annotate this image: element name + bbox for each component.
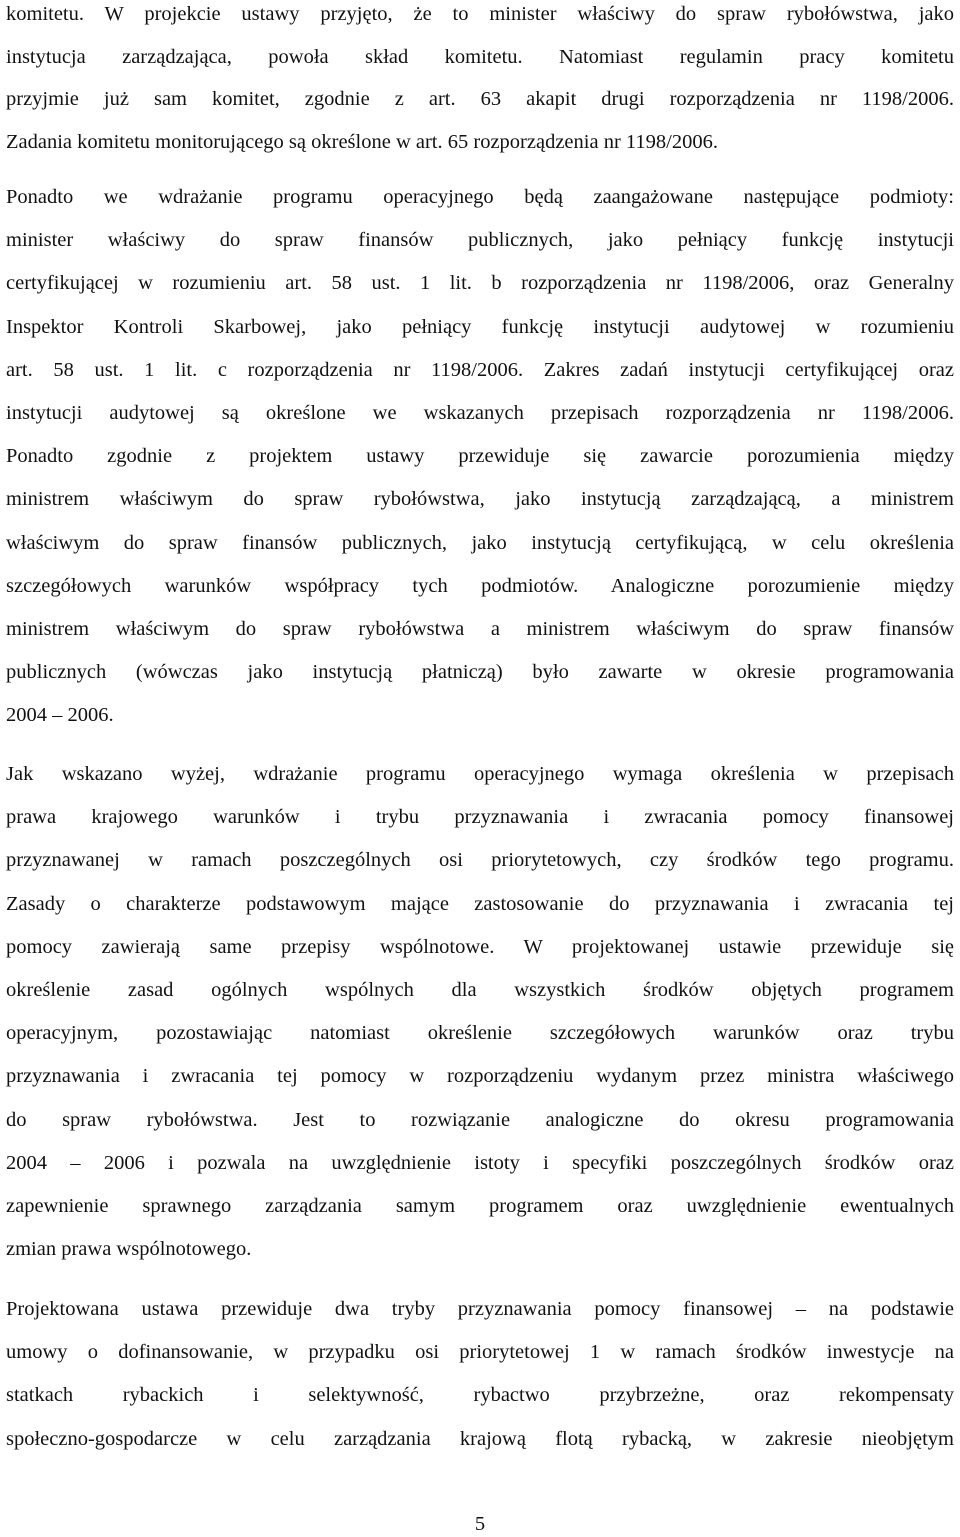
text-line: operacyjnym, pozostawiając natomiast określenie szczegółowych warunków oraz trybu <box>6 1022 954 1045</box>
text-line: szczegółowych warunków współpracy tych podmiotów. Analogiczne porozumienie między <box>6 574 954 597</box>
text-line: komitetu. W projekcie ustawy przyjęto, że to minister właściwy do spraw rybołówstwa, jako <box>6 3 954 25</box>
text-line: właściwym do spraw finansów publicznych, jako instytucją certyfikującą, w celu określenia <box>6 531 954 554</box>
paragraph-aid-modes <box>6 1288 954 1461</box>
text-line: instytucji audytowej są określone we wskazanych przepisach rozporządzenia nr 1198/2006. <box>6 402 954 425</box>
text-line: ministrem właściwym do spraw rybołówstwa a ministrem właściwym do spraw finansów <box>6 618 954 641</box>
text-line: art. 58 ust. 1 lit. c rozporządzenia nr 1198/2006. Zakres zadań instytucji certyfikującej oraz <box>6 358 954 381</box>
text-line: do spraw rybołówstwa. Jest to rozwiązanie analogiczne do okresu programowania <box>6 1108 954 1131</box>
text-line: Inspektor Kontroli Skarbowej, jako pełniący funkcję instytucji audytowej w rozumieniu <box>6 315 954 338</box>
text-line: przyznawania i zwracania tej pomocy w rozporządzeniu wydanym przez ministra właściwego <box>6 1065 954 1088</box>
text-line: statkach rybackich i selektywność, rybactwo przybrzeżne, oraz rekompensaty <box>6 1384 954 1407</box>
text-line: Projektowana ustawa przewiduje dwa tryby przyznawania pomocy finansowej – na podstawie <box>6 1298 954 1320</box>
text-line: zapewnienie sprawnego zarządzania samym programem oraz uwzględnienie ewentualnych <box>6 1195 954 1218</box>
text-line: minister właściwy do spraw finansów publicznych, jako pełniący funkcję instytucji <box>6 229 954 252</box>
page-number: 5 <box>474 1513 486 1535</box>
text-line: ministrem właściwym do spraw rybołówstwa, jako instytucją zarządzającą, a ministrem <box>6 488 954 511</box>
text-line: zmian prawa wspólnotowego. <box>6 1238 252 1261</box>
text-line: certyfikującej w rozumieniu art. 58 ust. 1 lit. b rozporządzenia nr 1198/2006, oraz Generalny <box>6 272 954 295</box>
text-line: przyznawanej w ramach poszczególnych osi priorytetowych, czy środków tego programu. <box>6 849 954 872</box>
text-line: instytucja zarządzająca, powoła skład komitetu. Natomiast regulamin pracy komitetu <box>6 45 954 68</box>
text-line: Zasady o charakterze podstawowym mające zastosowanie do przyznawania i zwracania tej <box>6 892 954 915</box>
text-line: przyjmie już sam komitet, zgodnie z art. 63 akapit drugi rozporządzenia nr 1198/2006. <box>6 88 954 110</box>
paragraph-committee <box>6 0 954 163</box>
paragraph-aid-rules <box>6 753 954 1271</box>
text-line: 2004 – 2006. <box>6 704 114 727</box>
paragraph-implementing-bodies <box>6 176 954 738</box>
text-line: Jak wskazano wyżej, wdrażanie programu operacyjnego wymaga określenia w przepisach <box>6 763 954 785</box>
text-line: społeczno-gospodarcze w celu zarządzania krajową flotą rybacką, w zakresie nieobjętym <box>6 1427 954 1450</box>
text-line: pomocy zawierają same przepisy wspólnotowe. W projektowanej ustawie przewiduje się <box>6 935 954 958</box>
text-line: publicznych (wówczas jako instytucją płatniczą) było zawarte w okresie programowania <box>6 661 954 684</box>
text-line: Zadania komitetu monitorującego są określone w art. 65 rozporządzenia nr 1198/2006. <box>6 130 718 153</box>
text-line: umowy o dofinansowanie, w przypadku osi priorytetowej 1 w ramach środków inwestycje na <box>6 1341 954 1364</box>
text-line: określenie zasad ogólnych wspólnych dla wszystkich środków objętych programem <box>6 979 954 1002</box>
text-line: Ponadto zgodnie z projektem ustawy przewiduje się zawarcie porozumienia między <box>6 445 954 468</box>
text-line: Ponadto we wdrażanie programu operacyjnego będą zaangażowane następujące podmioty: <box>6 186 954 208</box>
text-line: prawa krajowego warunków i trybu przyznawania i zwracania pomocy finansowej <box>6 806 954 829</box>
text-line: 2004 – 2006 i pozwala na uwzględnienie istoty i specyfiki poszczególnych środków oraz <box>6 1151 954 1174</box>
